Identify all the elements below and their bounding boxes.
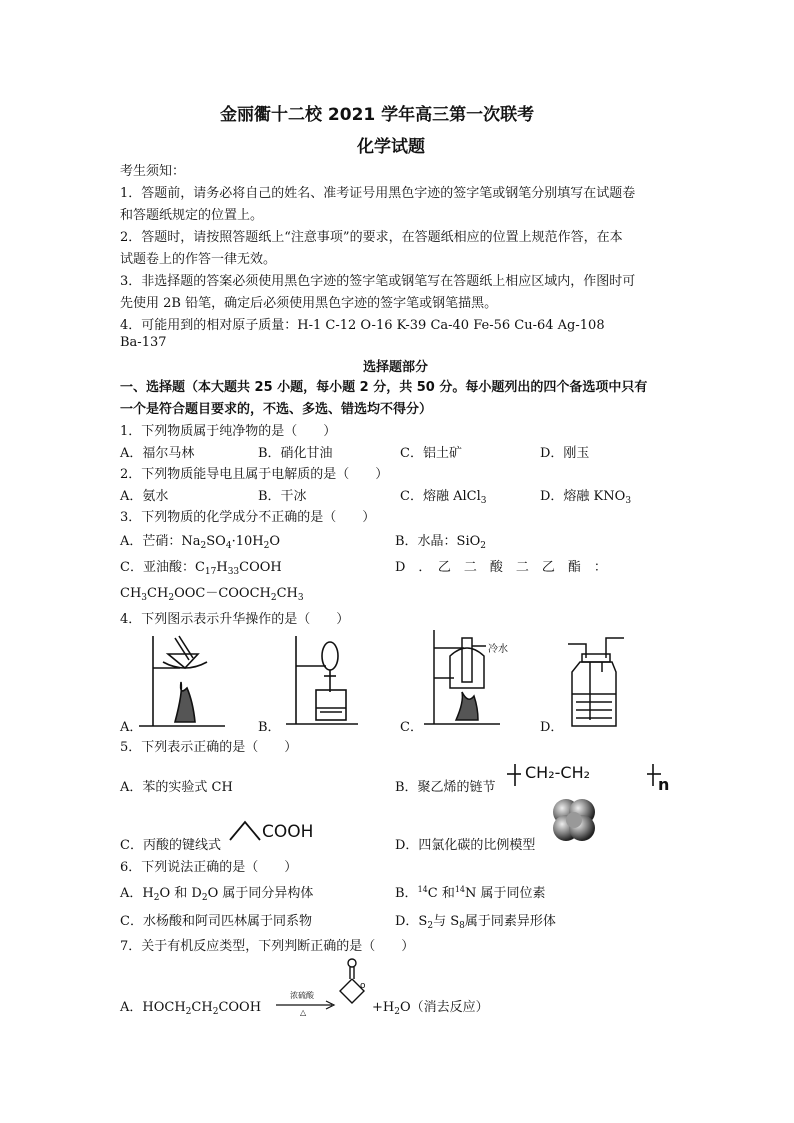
option-b: B． [258,720,281,735]
gas-washing-bottle-figure [564,632,628,730]
beta-lactone-structure [336,955,372,1011]
option-b: B．聚乙烯的链节 [395,780,496,795]
section-intro: 一个是符合题目要求的，不选、多选、错选均不得分） [120,402,433,417]
separatory-funnel-figure [282,632,362,730]
option-d: D．四氯化碳的比例模型 [395,838,536,853]
sublimation-apparatus-figure [135,632,230,730]
notice-line: 4．可能用到的相对原子质量：H-1 C-12 O-16 K-39 Ca-40 Fe-56 Cu-64 Ag-108 [120,318,605,333]
option-a: A．福尔马林 [120,446,195,461]
option-c: C．亚油酸：$C_{17}H_{33}COOH$ [120,560,282,577]
option-c: C．铝土矿 [400,446,462,461]
notice-line: Ba-137 [120,335,167,350]
cooh-label: COOH [262,822,314,842]
notice-line: 1．答题前，请务必将自己的姓名、准考证号用黑色字迹的签字笔或钢笔分别填写在试题卷 [120,186,636,201]
option-a: A．芒硝：$Na_2SO_4\cdot 10H_2O$ [120,534,280,551]
option-c: C．熔融 AlCl$_3$ [400,489,487,506]
polymer-n-label: n [658,775,670,794]
exam-subtitle: 化学试题 [357,137,425,157]
reaction-product: $+H_2O$（消去反应） [372,1000,489,1017]
notice-line: 试题卷上的作答一律无效。 [120,252,277,267]
question-stem: 5．下列表示正确的是（ ） [120,740,298,755]
section-heading: 选择题部分 [363,360,429,375]
option-c: C． [400,720,423,735]
option-d: D． [540,720,564,735]
option-d: D．刚玉 [540,446,590,461]
option-a: A．$H_2O$ 和 $D_2O$ 属于同分异构体 [120,886,314,903]
cold-water-label: 冷水 [488,644,508,655]
option-c: C．丙酸的键线式 [120,838,221,853]
option-d: D．$S_2$与 $S_8$属于同素异形体 [395,914,556,931]
arrow-condition-top: 浓硫酸 [290,991,314,1000]
polyethylene-formula: CH₂-CH₂ [525,763,591,782]
option-d-formula: $CH_3CH_2OOC-COOCH_2CH_3$ [120,586,304,603]
option-b: B．干冰 [258,489,307,504]
option-d: D．熔融 $KNO_3$ [540,489,632,506]
question-stem: 1．下列物质属于纯净物的是（ ） [120,424,337,439]
notice-heading: 考生须知： [120,164,186,179]
notice-line: 3．非选择题的答案必须使用黑色字迹的签字笔或钢笔写在答题纸上相应区域内，作图时可 [120,274,636,289]
option-c: C．水杨酸和阿司匹林属于同系物 [120,914,312,929]
question-stem: 4．下列图示表示升华操作的是（ ） [120,612,350,627]
option-a: A．苯的实验式 CH [120,780,233,795]
question-stem: 2．下列物质能导电且属于电解质的是（ ） [120,467,389,482]
question-stem: 3．下列物质的化学成分不正确的是（ ） [120,510,376,525]
option-a: A．氨水 [120,489,169,504]
option-b: B．水晶：SiO$_2$ [395,534,487,551]
arrow-condition-bottom: △ [300,1008,307,1017]
notice-line: 和答题纸规定的位置上。 [120,208,264,223]
svg-text:o: o [360,981,366,991]
option-b: B．硝化甘油 [258,446,333,461]
option-a: A． [120,720,143,735]
ccl4-space-filling-model [548,796,600,844]
question-stem: 7．关于有机反应类型，下列判断正确的是（ ） [120,939,415,954]
exam-title: 金丽衢十二校 2021 学年高三第一次联考 [220,105,535,125]
option-b: B．$^{14}$C 和$^{14}$N 属于同位素 [395,885,546,901]
notice-line: 先使用 2B 铅笔，确定后必须使用黑色字迹的签字笔或钢笔描黑。 [120,296,498,311]
question-stem: 6．下列说法正确的是（ ） [120,860,298,875]
option-a: A．$HOCH_2CH_2COOH$ [120,1000,262,1017]
section-intro: 一、选择题（本大题共 25 小题，每小题 2 分，共 50 分。每小题列出的四个备选项中只有 [120,380,648,395]
option-d: D ． 乙 二 酸 二 乙 酯 ： [395,560,607,575]
propionic-acid-skeletal-formula [228,818,264,844]
notice-line: 2．答题时，请按照答题纸上“注意事项”的要求，在答题纸相应的位置上规范作答，在本 [120,230,623,245]
